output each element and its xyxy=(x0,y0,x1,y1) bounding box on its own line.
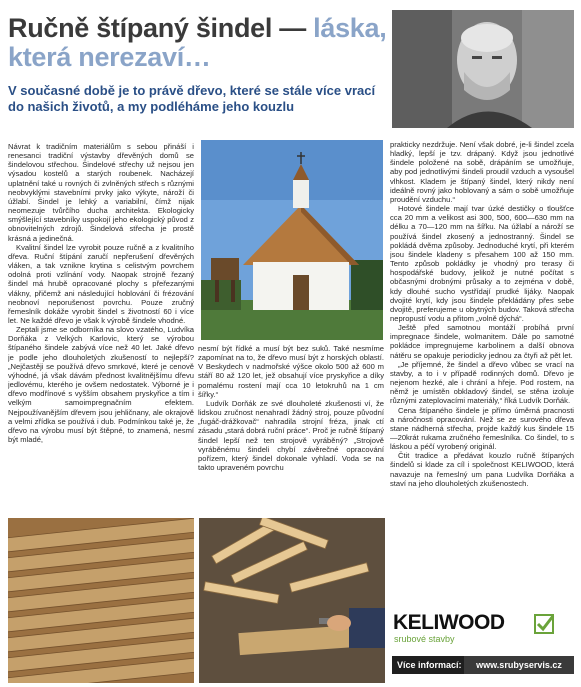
shingle-stack-photo xyxy=(8,518,194,683)
craftsman-photo xyxy=(199,518,385,683)
paragraph: Ludvík Dorňák ze své dlouholeté zkušenosti ví, že lidskou zručnost nenahradí žádný stroj, pouze původní „fugáč-drážkovač“ nahradila strojní fréza, jinak ctí zásadu „stará dobrá ruční práce“. Proč je ručně štípaný šindel lepší než ten strojově vyráběný? „Strojově vyráběnému šindeli chybí závěrečné opracování pořízem, který šindel dokonale vyhladí. Voda se na takto upraveném povrchu xyxy=(198,398,384,473)
paragraph: Čtit tradice a předávat kouzlo ručně štípaných šindelů si klade za cíl i společnost KELIWOOD, která navazuje na řemeslný um pana Ludvíka Dorňáka a staví na jeho dlouholetých zkušenostech. xyxy=(390,451,574,488)
shingle-stack-illustration xyxy=(8,518,194,683)
paragraph: Cena štípaného šindele je přímo úměrná pracnosti a náročnosti opracování. Než se ze surového dřeva stane nádherná střecha, projde každý kus šindele 15—20krát rukama zručného řemeslníka. Co šindel, to s láskou a péčí vyrobený originál. xyxy=(390,405,574,452)
checkmark-icon xyxy=(533,613,555,635)
text-column-1 xyxy=(8,142,194,514)
paragraph: prakticky nezdržuje. Není však dobré, je-li šindel zcela hladký, lepší je tzv. drápaný. Když jsou jednotlivé šindele položené na sobě, drápáním se umožňuje, aby pod jednotlivými šindeli proudil vzduch a vysoušel vlhkost. Kladem je štípaný šindel, který nikdy není ideálně rovný jako hoblovaný a sám o sobě umožňuje proudění vzduchu.“ xyxy=(390,140,574,204)
paragraph: „Je příjemné, že šindel a dřevo vůbec se vrací na stavby, a to i v případě rodinných domů. Dřevo je nejenom hezké, ale i chrání a hřeje. Pod rostem, na němž je umístěn obkladový šindel, se stěna izoluje různými zateplovacími materiály,“ říká Ludvík Dorňák. xyxy=(390,359,574,406)
logo-tagline: srubové stavby xyxy=(394,634,455,644)
info-label: Více informací: xyxy=(397,660,462,670)
article-lead: V současné době je to právě dřevo, které se stále více vrací do našich životů, a my podléháme jeho kouzlu xyxy=(8,83,376,114)
paragraph: nesmí být řídké a musí být bez suků. Také nesmíme zapomínat na to, že dřevo musí být z horských oblastí. V Beskydech v nadmořské výšce okolo 500 až 600 m stáří 80 až 120 let, jež obsahují více pryskyřice a díky pomalému rostení mají cca 10 letokruhů na 1 cm šířky.“ xyxy=(198,344,384,399)
paragraph: Kvalitní šindel lze vyrobit pouze ručně a z kvalitního dřeva. Ruční štípání zaručí nepřerušení dřevěných vláken, a tak vznikne krytina s celistvým povrchem odolná proti vzlínání vody. Naopak strojně řezaný šindel má hrubě opracované plochy s přeřezanými vlákny, přičemž ani následující hoblování či frézování neobnoví neporušenost povrchu. Pouze zručný řemeslník dokáže vyrobit šindel s životností 60 i více let. Ne každé dřevo je však k výrobě šindele vhodné. xyxy=(8,242,194,325)
title-accent: láska, která nerezaví… xyxy=(8,13,387,72)
article-title xyxy=(8,14,388,72)
paragraph: Ještě před samotnou montáží probíhá první impregnace šindele, wolmanitem. Dále po samotné pokládce impregnujeme karbolinem a další obnova nátěru se opakuje periodicky jednou za čtyři až pět let. xyxy=(390,323,574,360)
paragraph: Hotové šindele mají tvar úzké destičky o tloušťce cca 20 mm a velikost asi 300, 500, 600—630 mm na délku a 70—120 mm na šířku. Na úžlabí a nároží se používá šindel zkosený a jednostranný. Šindel se pokládá dvěma způsoby. Jednoduché krytí, při kterém jsou šindele kladeny s přesahem 100 až 150 mm. Tento způsob pokládky je vhodný pro terasy či hospodářské budovy, jelikož je nutné počítat s občasnými drobnými průsaky a to zejména v době, kdy dlouhé sucho vystřídají prudké lijáky. Naopak dvojité krytí, kdy jsou šindele překládány přes sebe dvojitě, preferujeme u obytných budov. Taková střecha nepropustí vodu a přitom „volně dýchá“. xyxy=(390,204,574,323)
title-main: Ručně štípaný šindel — xyxy=(8,13,314,43)
website-link[interactable]: www.srubyservis.cz xyxy=(464,656,574,674)
portrait-photo xyxy=(392,10,574,128)
chapel-illustration xyxy=(201,140,383,340)
portrait-illustration xyxy=(392,10,574,128)
paragraph: Návrat k tradičním materiálům s sebou přináší i renesanci tradiční výstavby dřevěných domů se šindelovou střechou. Šindelové střechy už nejsou jen výsadou kostelů a starých roubenek. Nacházejí uplatnění také u rovných či zvlněných střech s různými neobvyklými stavebními prvky jako výkyte, nároží či úžlabí. Šindel je lehký a variabilní, čímž nijak neomezuje tvůrčího ducha architekta. Ekologicky smýšlející stavebníky uspokojí jeho ekologický původ z obnovitelných zdrojů. Šindelová střecha je prostě krásná a jedinečná. xyxy=(8,142,194,243)
keliwood-logo xyxy=(393,611,573,647)
craftsman-illustration xyxy=(199,518,385,683)
text-column-2 xyxy=(198,344,384,514)
chapel-photo xyxy=(201,140,383,340)
text-column-3 xyxy=(390,140,574,598)
logo-wordmark: KELIWOOD xyxy=(393,611,505,634)
paragraph: Zeptali jsme se odborníka na slovo vzatého, Ludvíka Dorňáka z Velkých Karlovic, který se výrobou štípaného šindele zabývá více než 40 let. Jaké dřevo je podle jeho dlouholetých zkušeností to nejlepší? „Nejčastěji se používá dřevo smrkové, které je cenově výhodné, já však dávám přednost kvalitnějšímu dřevu jedlovému, kterého je ovšem nedostatek. Výborné je i dřevo modřínové s vyšším obsahem pryskyřice a tím i velkým samoimpregnačním efektem. Nejpoužívanějším dřevem jsou jehličnany, ale okrajově a velmi zřídka se používá i dub. Podmínkou také je, že dřevo na výrobu musí být štěpné, to znamená, nesmí být mladé, xyxy=(8,325,194,444)
info-bar xyxy=(392,656,574,674)
